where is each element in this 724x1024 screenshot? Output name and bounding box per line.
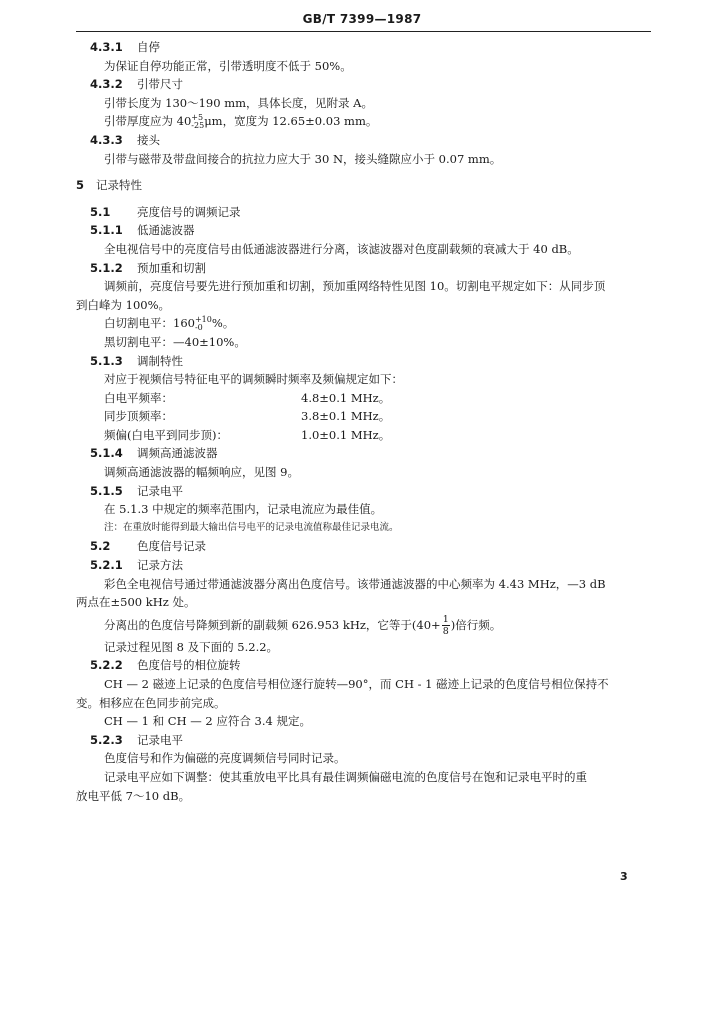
black-clip-level: 黑切割电平：—40±10%。 [104, 334, 246, 349]
text-run: )倍行频。 [450, 617, 502, 632]
tolerance-lower: -0 [194, 323, 203, 333]
section-5-1-1-heading [76, 221, 646, 240]
chapter-5-heading [76, 176, 646, 195]
tolerance-lower: -25 [191, 121, 205, 131]
section-5-1-2-heading [76, 259, 646, 278]
section-number: 5.1 [90, 204, 111, 219]
text-run: μm，宽度为 12.65±0.03 mm。 [204, 114, 378, 129]
section-5-2-heading [76, 537, 646, 556]
paragraph-continuation: 放电平低 7～10 dB。 [76, 788, 191, 803]
section-title: 引带尺寸 [137, 77, 183, 92]
section-title: 色度信号的相位旋转 [137, 658, 241, 673]
paragraph: 彩色全电视信号通过带通滤波器分离出色度信号。该带通滤波器的中心频率为 4.43 MHz，—3 dB [104, 576, 606, 591]
section-title: 记录方法 [137, 558, 183, 573]
text-run: %。 [211, 316, 235, 331]
chapter-number: 5 [76, 178, 85, 193]
text-run: 白切割电平：160 [104, 316, 195, 331]
section-title: 色度信号记录 [137, 539, 206, 554]
spec-row [76, 389, 646, 408]
spec-value: 4.8±0.1 MHz。 [301, 390, 391, 405]
section-5-2-3-heading [76, 731, 646, 750]
text-run: 引带厚度应为 40 [104, 114, 192, 129]
section-number: 4.3.2 [90, 77, 123, 92]
note: 注：在重放时能得到最大输出信号电平的记录电流值称最佳记录电流。 [104, 521, 399, 533]
paragraph: 对应于视频信号特征电平的调频瞬时频率及频偏规定如下： [104, 372, 403, 387]
section-title: 调制特性 [137, 353, 183, 368]
fraction [442, 614, 450, 637]
paragraph: 引带长度为 130～190 mm，具体长度，见附录 A。 [104, 95, 373, 110]
fraction-denominator: 8 [442, 626, 449, 638]
section-title: 亮度信号的调频记录 [137, 204, 241, 219]
chapter-title: 记录特性 [96, 178, 142, 193]
text-run: 分离出的色度信号降频到新的副载频 626.953 kHz，它等于(40+ [104, 617, 441, 632]
white-clip-level [76, 314, 646, 333]
section-number: 5.1.1 [90, 223, 123, 238]
paragraph: 调频高通滤波器的幅频响应，见图 9。 [104, 465, 299, 480]
paragraph: 全电视信号中的亮度信号由低通滤波器进行分离，该滤波器对色度副载频的衰减大于 40 dB。 [104, 241, 579, 256]
section-title: 预加重和切割 [137, 260, 206, 275]
spec-row [76, 407, 646, 426]
section-title: 记录电平 [137, 732, 183, 747]
section-number: 5.2 [90, 539, 111, 554]
tolerance [195, 316, 212, 332]
paragraph: 调频前，亮度信号要先进行预加重和切割，预加重网络特性见图 10。切割电平规定如下：从同步顶 [104, 279, 606, 294]
paragraph: 色度信号和作为偏磁的亮度调频信号同时记录。 [104, 751, 346, 766]
section-4-3-3-heading [76, 131, 646, 150]
section-number: 5.1.4 [90, 446, 123, 461]
section-number: 5.1.5 [90, 483, 123, 498]
paragraph: 引带与磁带及带盘间接合的抗拉力应大于 30 N，接头缝隙应小于 0.07 mm。 [104, 151, 502, 166]
section-number: 4.3.1 [90, 40, 123, 54]
tolerance-upper: +5 [191, 113, 204, 123]
section-title: 记录电平 [137, 483, 183, 498]
spec-value: 3.8±0.1 MHz。 [301, 409, 391, 424]
page-header: GB/T 7399—1987 [302, 12, 422, 26]
paragraph-thickness [76, 112, 646, 131]
section-title: 自停 [137, 40, 160, 54]
section-4-3-1-heading [76, 38, 646, 57]
section-4-3-2-heading [76, 75, 646, 94]
section-number: 4.3.3 [90, 132, 123, 147]
paragraph-continuation: 变。相移应在色同步前完成。 [76, 695, 226, 710]
paragraph-frequency [76, 612, 646, 638]
section-5-1-heading [76, 203, 646, 222]
section-title: 低通滤波器 [137, 223, 195, 238]
spec-label: 白电平频率： [104, 390, 173, 405]
section-number: 5.1.2 [90, 260, 123, 275]
paragraph: 记录过程见图 8 及下面的 5.2.2。 [104, 639, 279, 654]
section-title: 调频高通滤波器 [137, 446, 218, 461]
section-5-1-3-heading [76, 352, 646, 371]
paragraph: CH — 2 磁迹上记录的色度信号相位逐行旋转—90°，而 CH - 1 磁迹上记录的色度信号相位保持不 [104, 677, 609, 691]
section-5-1-5-heading [76, 482, 646, 501]
section-5-1-4-heading [76, 444, 646, 463]
paragraph: CH — 1 和 CH — 2 应符合 3.4 规定。 [104, 714, 311, 729]
section-5-2-1-heading [76, 556, 646, 575]
spec-row [76, 426, 646, 445]
page-number: 3 [620, 870, 628, 883]
section-number: 5.2.3 [90, 732, 123, 747]
paragraph-continuation: 两点在±500 kHz 处。 [76, 595, 196, 610]
paragraph: 在 5.1.3 中规定的频率范围内，记录电流应为最佳值。 [104, 502, 383, 517]
spec-label: 同步顶频率： [104, 409, 173, 424]
section-number: 5.1.3 [90, 353, 123, 368]
section-5-2-2-heading [76, 656, 646, 675]
document-body [76, 38, 646, 805]
section-title: 接头 [137, 132, 160, 147]
section-number: 5.2.2 [90, 658, 123, 673]
spec-label: 频偏(白电平到同步顶)： [104, 427, 228, 442]
paragraph: 为保证自停功能正常，引带透明度不低于 50%。 [104, 58, 352, 73]
paragraph: 记录电平应如下调整：使其重放电平比具有最佳调频偏磁电流的色度信号在饱和记录电平时的重 [104, 769, 587, 784]
tolerance-upper: +10 [194, 315, 212, 325]
header-rule [76, 31, 651, 32]
tolerance [191, 114, 204, 130]
spec-value: 1.0±0.1 MHz。 [301, 427, 391, 442]
paragraph-continuation: 到白峰为 100%。 [76, 297, 171, 312]
fraction-numerator: 1 [442, 614, 449, 626]
section-number: 5.2.1 [90, 558, 123, 573]
